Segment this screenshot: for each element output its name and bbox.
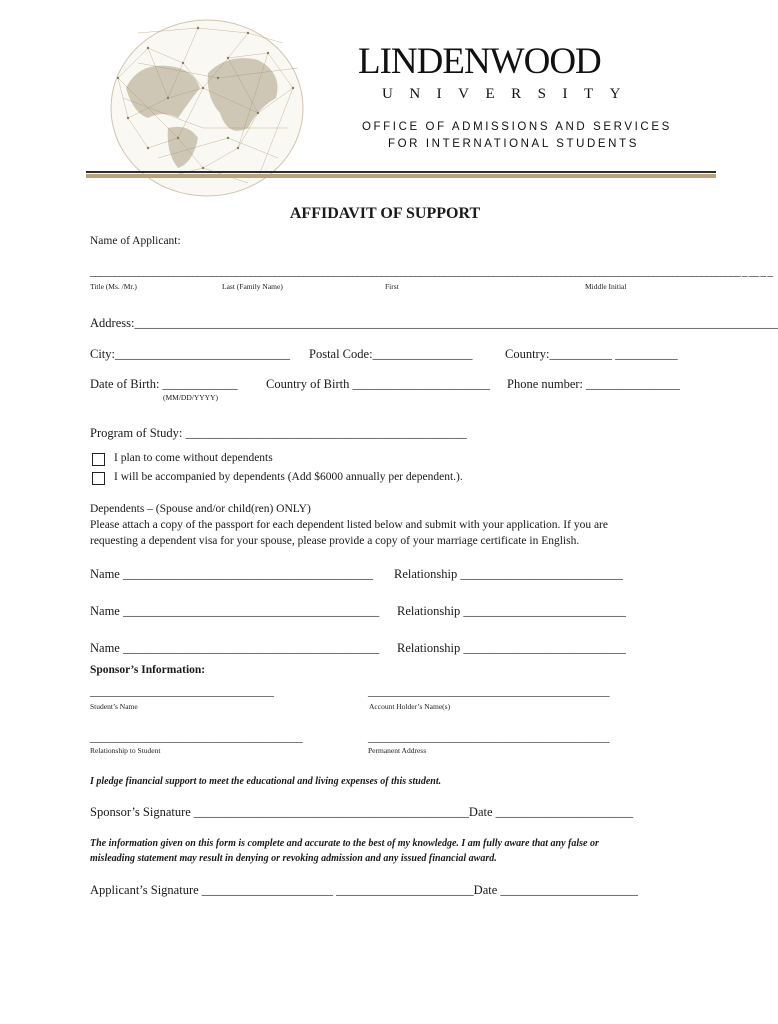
account-holder-line[interactable]: __________________________________________ [368, 686, 610, 698]
form-title: AFFIDAVIT OF SUPPORT [289, 205, 481, 222]
permanent-address-line[interactable]: __________________________________________ [368, 732, 610, 744]
relationship-to-student-line[interactable]: _____________________________________ [90, 732, 303, 744]
dependents-instructions-line-1: Please attach a copy of the passport for each dependent listed below and submit with your application. If you are [90, 519, 608, 531]
middle-initial-sublabel: Middle Initial [585, 282, 627, 291]
date-format-hint: (MM/DD/YYYY) [163, 393, 218, 402]
sponsor-info-heading: Sponsor’s Information: [90, 664, 206, 676]
dependent-relationship-field-2[interactable]: Relationship __________________________ [397, 604, 626, 618]
dependents-instructions-line-2: requesting a dependent visa for your spouse, please provide a copy of your marriage certificate in English. [90, 535, 580, 547]
city-field[interactable]: City:____________________________ [90, 347, 291, 361]
student-name-sublabel: Student’s Name [90, 702, 138, 711]
no-dependents-checkbox[interactable] [92, 453, 105, 466]
office-name-line-2: FOR INTERNATIONAL STUDENTS [388, 138, 639, 150]
title-sublabel: Title (Ms. /Mr.) [90, 282, 137, 291]
student-name-line[interactable]: ________________________________ [90, 686, 274, 698]
applicant-name-label: Name of Applicant: [90, 235, 181, 247]
certification-line-2: misleading statement may result in denying or revoking admission and any issued financial award. [90, 853, 497, 864]
dependent-relationship-field-1[interactable]: Relationship __________________________ [394, 567, 623, 581]
country-field[interactable]: Country:__________ __________ [505, 347, 678, 361]
university-logo-wordmark: LINDENWOOD [358, 41, 601, 82]
last-name-sublabel: Last (Family Name) [222, 282, 283, 291]
account-holder-sublabel: Account Holder’s Name(s) [369, 702, 451, 711]
dependent-relationship-field-3[interactable]: Relationship __________________________ [397, 641, 626, 655]
applicant-name-line[interactable]: ______________________________________________________________________________________________________________________________________ _ __ _ _ [90, 266, 773, 278]
first-name-sublabel: First [385, 282, 399, 291]
university-logo-subtitle: UNIVERSITY [382, 86, 637, 102]
applicant-signature-field[interactable]: Applicant’s Signature _____________________ ______________________Date ______________________ [90, 883, 638, 897]
header-divider [86, 171, 716, 173]
date-of-birth-field[interactable]: Date of Birth: ____________ [90, 377, 238, 391]
header-divider-accent [86, 174, 716, 178]
sponsor-signature-field[interactable]: Sponsor’s Signature ____________________________________________Date ______________________ [90, 805, 634, 819]
no-dependents-label: I plan to come without dependents [114, 452, 273, 464]
with-dependents-checkbox[interactable] [92, 472, 105, 485]
certification-line-1: The information given on this form is complete and accurate to the best of my knowledge. I am fully aware that any false or [90, 838, 599, 849]
program-of-study-field[interactable]: Program of Study: _____________________________________________ [90, 426, 467, 440]
relationship-to-student-sublabel: Relationship to Student [90, 746, 161, 755]
dependents-heading: Dependents – (Spouse and/or child(ren) ONLY) [90, 503, 311, 515]
dependent-name-field-1[interactable]: Name ________________________________________ [90, 567, 373, 581]
postal-code-field[interactable]: Postal Code:________________ [309, 347, 473, 361]
permanent-address-sublabel: Permanent Address [368, 746, 427, 755]
pledge-statement: I pledge financial support to meet the educational and living expenses of this student. [90, 776, 442, 787]
dependent-name-field-2[interactable]: Name _________________________________________ [90, 604, 380, 618]
phone-number-field[interactable]: Phone number: _______________ [507, 377, 680, 391]
office-name-line-1: OFFICE OF ADMISSIONS AND SERVICES [362, 121, 672, 133]
with-dependents-label: I will be accompanied by dependents (Add $6000 annually per dependent.). [114, 471, 463, 483]
country-of-birth-field[interactable]: Country of Birth ______________________ [266, 377, 490, 391]
address-field[interactable]: Address:_______________________________________________________________________________________________________ [90, 316, 778, 330]
dependent-name-field-3[interactable]: Name _________________________________________ [90, 641, 380, 655]
